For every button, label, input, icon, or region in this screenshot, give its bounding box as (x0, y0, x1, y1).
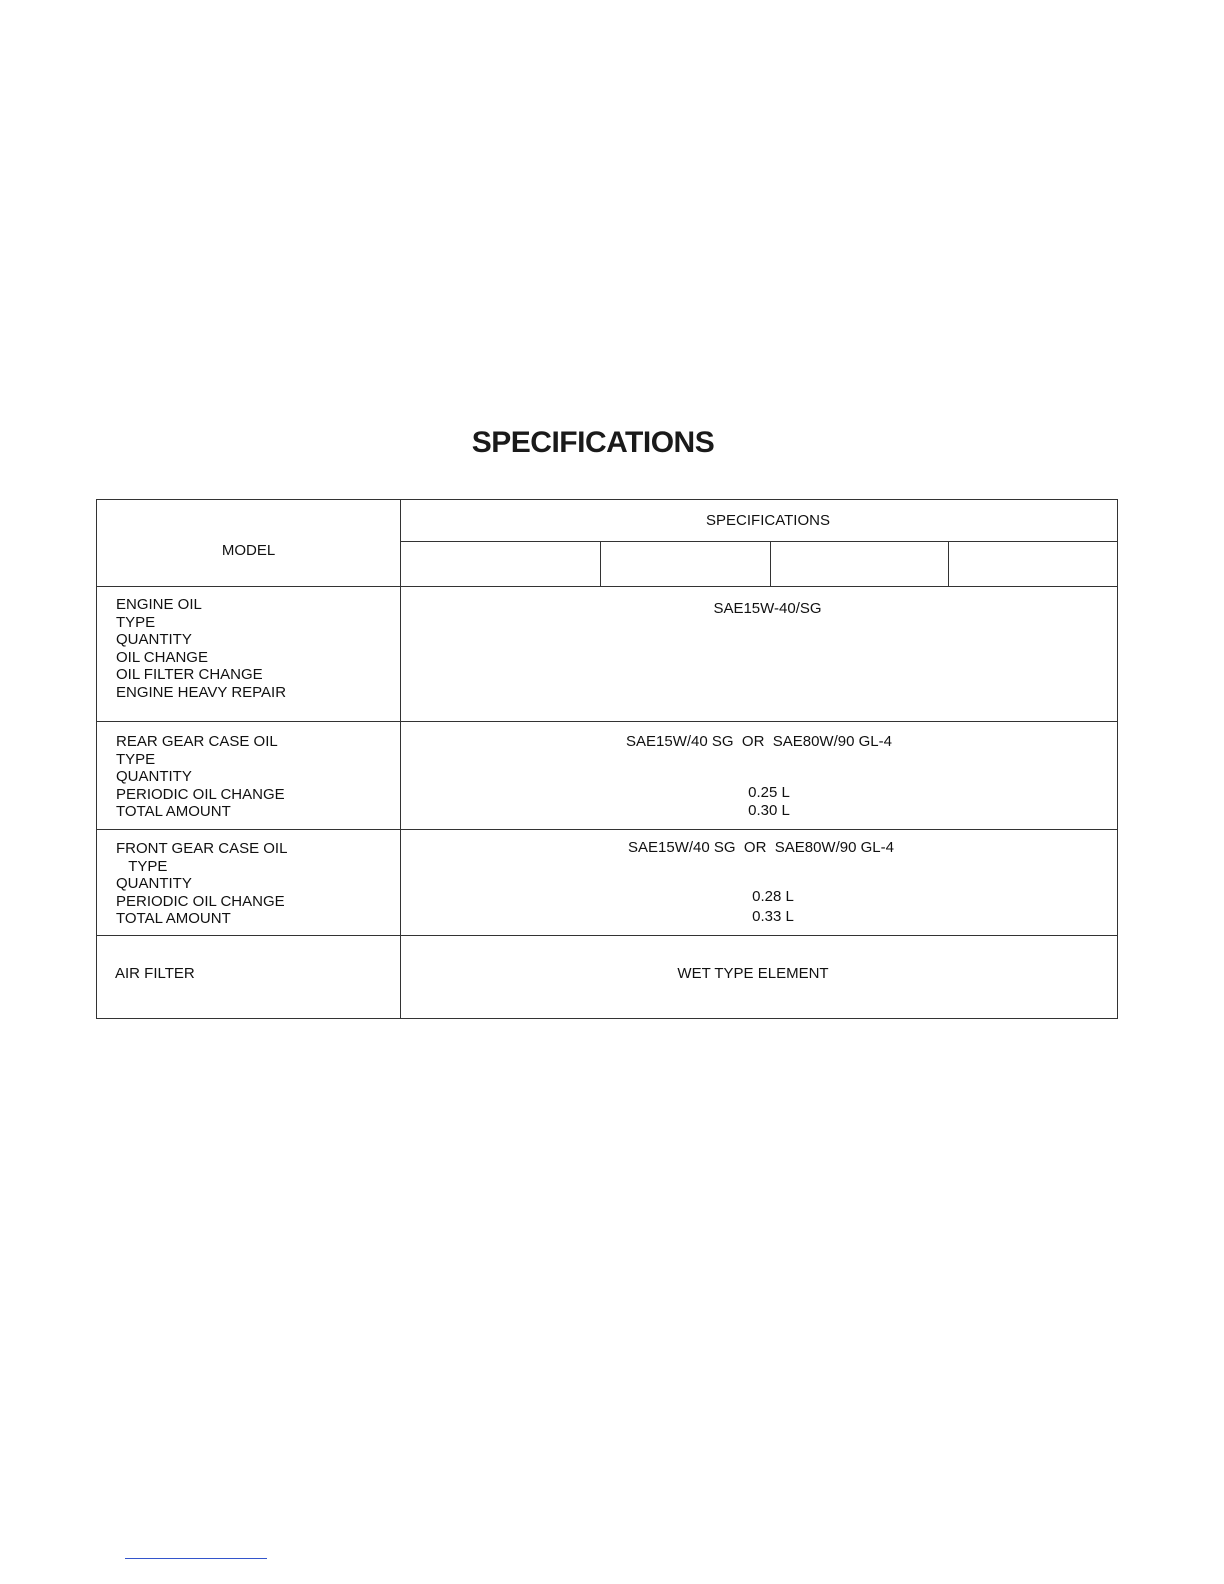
front-gear-total-value: 0.33 L (752, 908, 794, 925)
row-divider (97, 935, 1118, 936)
row-label: PERIODIC OIL CHANGE (116, 892, 285, 910)
row-label: TYPE (116, 613, 156, 631)
row-label: FRONT GEAR CASE OIL (116, 840, 288, 857)
footer-rule (125, 1558, 267, 1559)
row-label: OIL FILTER CHANGE (116, 666, 263, 684)
row-divider (97, 586, 1118, 587)
rear-gear-total-value: 0.30 L (748, 802, 790, 819)
row-label: QUANTITY (116, 768, 192, 786)
row-label: REAR GEAR CASE OIL (116, 733, 278, 750)
row-divider (97, 829, 1118, 830)
front-gear-case-oil-labels (116, 840, 287, 928)
row-label: ENGINE OIL (116, 596, 202, 613)
page-title: SPECIFICATIONS (471, 426, 715, 459)
engine-oil-type-value: SAE15W-40/SG (713, 600, 822, 617)
engine-oil-labels (116, 596, 286, 702)
subcolumn-divider (948, 541, 949, 587)
rear-gear-periodic-value: 0.25 L (748, 784, 790, 801)
front-gear-periodic-value: 0.28 L (752, 888, 794, 905)
rear-gear-case-oil-labels (116, 733, 285, 821)
specifications-header: SPECIFICATIONS (706, 512, 830, 529)
subcolumn-divider (770, 541, 771, 587)
row-label: ENGINE HEAVY REPAIR (116, 683, 287, 701)
row-label: TYPE (116, 750, 156, 768)
row-label: TOTAL AMOUNT (116, 803, 231, 821)
air-filter-label: AIR FILTER (115, 965, 195, 982)
air-filter-value: WET TYPE ELEMENT (677, 965, 829, 982)
front-gear-type-value: SAE15W/40 SG OR SAE80W/90 GL-4 (628, 839, 894, 856)
model-header: MODEL (221, 542, 276, 559)
header-divider (401, 541, 1118, 542)
row-label: TYPE (116, 857, 168, 875)
specifications-table (96, 499, 1118, 1019)
row-divider (97, 721, 1118, 722)
row-label: OIL CHANGE (116, 648, 208, 666)
subcolumn-divider (600, 541, 601, 587)
row-label: PERIODIC OIL CHANGE (116, 785, 285, 803)
row-label: TOTAL AMOUNT (116, 910, 231, 928)
row-label: QUANTITY (116, 875, 192, 893)
row-label: QUANTITY (116, 631, 192, 649)
column-divider (400, 500, 401, 1019)
rear-gear-type-value: SAE15W/40 SG OR SAE80W/90 GL-4 (626, 733, 892, 750)
